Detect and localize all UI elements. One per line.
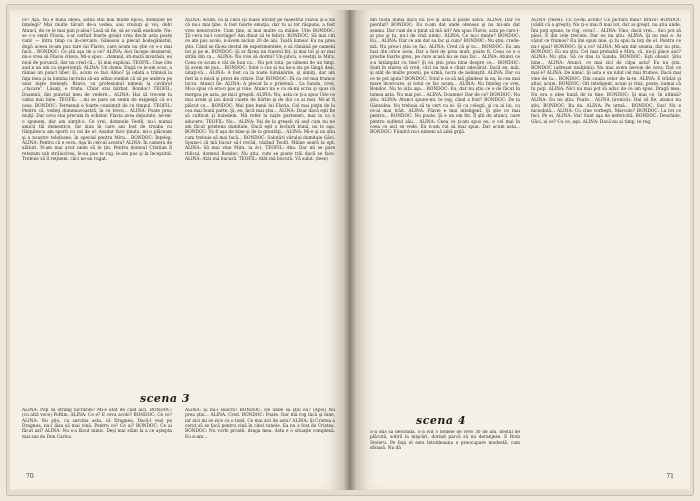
left-page [10, 10, 344, 490]
right-col1-text: din toată inima dacă nu ţi-e şi asta îl poate salva. ALINA: Dar ce pierdut? BONDOC: Eu n-am dat unde ofensez şi nu mi-am dat seama. Dar cum de a ţinut să mă uit? Am spus Flavio, asta pe care l-ai pus şi tu, nu-i de vină nimic. ALINA: Ce nu-i minte? BONDOC: Eu... ALINA: Dar ce am dat sa fac şi cum? BONDOC: Nu ştiu, crede-mă. Nu prea-i ştiu ce fac. ALINA: Cred că şi tu... BONDOC: Eu am luat din orice avea. Dar a fost de prea mult, poate fi. Ceea ce e o prostie foarte greu, pe care acasă nu se mai fac... ALINA: Atunci ce s-a întâmplat cu tine? Şi eu ştiu prea bine despre ce... BONDOC: Sunt în starea să cred, căci nu mai e chiar adevărat. Dacă eu, măi, şi atât de multe prostii, pe urmă, lucru de neliniştit. ALINA: Dar cu ce te pot ajuta? BONDOC: Totul e ca să mă gândesc la ea, la cea mai mare încercare, şi totul ce fac acum... ALINA: Nu înţeleg ce vrei, Bondoc. Nu te uita aşa... BONDOC: Eu, dar nu ştiu ce e de făcut în lumea asta. Nu mai pot... ALINA: Doamne! Dar de ce? BONDOC: Nu ştiu. ALINA: Atunci spune-mi, te rog, când a fost? BONDOC: De la Gânsulea. Nu trebuia să te cert cu el. Şi cu colegii, şi cu ai lui, cu ce-ai mai trăit. ALINA: Flavie e mai inteligent. Şi ştie ce mai pentru... BONDOC: Nu poate. Şi e un om fin. Îl ştii de atunci, oare pentru sufletul său... ALINA: Ceea ce ţi-am spus eu, e cel mai în ceea ce aici se vede. Eu n-am cui să mai spun. Dar acum asta... BONDOC: Fiindcă nu-i nimeni să aibă grijă. [370, 18, 520, 136]
left-page-column-2 [185, 18, 335, 390]
open-book [6, 4, 694, 496]
left-page-column-1 [22, 18, 172, 390]
right-page [356, 10, 690, 490]
left-col1-text: ce? Aşa. Nu e bună ideea, astea stai mai multe epoci, domnule ne înţelegi? Mai multe tilcuri de-a vedea, sau crezuţi şi voi, deh! Atunci, de ce le mai pun p-alea? Lasă să fie, să se vadă exebude. Nu-se c-o venit Flavia, s-ar cerfuit foarte greşit vrea decât asta poate cam! — întru timp cu în-cercare. Gânesou a plecat bodegănistul, după aceea le-am pus tare lui Flavio, care acum nu ştie ce s-o mai facă... BONDOC: Ce ştii aşa de a ce? ALINA: Aici începe desmerul, mi-o vrea să Flavio citeva. Mi-o spus ...domnul, sti-mată invarăsii, eu noul de poruncă, dar nu cred că... Şi mai explicai. TEOFIL: Cine cîte aud e un om cu experienţă. ALINA: Un domn. După ce le-am scos, a rămas un punct liber. Ei, acum ce faci Alino? Şi odată a trimisă la faţa mea şi la lumina lucrului să-un adino sunbat că să pe undeva pe unei nişte domeşti. Bravo, va profesionul nimeni la cavibrul „clacare”. Lăsaţi, e trista. Chiar stai bărbat. Bondoc! TEOFIL: Doamnă, din punctul meu de vedere... ALINA: Hai să trecem la cafea mai bine. TEOFIL: ...mi se pare un semn de exigenţă că e-i ceas. BONDOC: Termenul e foarte consimţit de cu timpul. TEOFIL: Pentru că, vedeţi dumneavoastră, în ce trece... ALINA: Poate prea mulţi. Dar ceva stai precum în ochelar. Flavia avea deputate, ne-mi-o spunem, dar am simţit-o. Ce vrei, domnule Teofil, nu-i numai amicii tăi domestice, far ziua în care am fost de treaba cu Ghiţulescu am sporit cu vai de el. Asadar face ţinuta, mi-o plăceam şi a noastre telefoane, în special pentru Mira... BONDOC: Înţeleg. ALINA: Pentru că e ceva. Aşa în cercul acesta? ALINA: În camera de alături. N-am mai avut unde să le ţin. Pentru domnul Cristian îl retezam sub strălucirea, le-au pus te rog, le-am pus şi la începutul. Trebuie să îl reţinem, căci ne-au rugat. [22, 18, 172, 162]
scene-3-column-2: ALINA: Şi nu-i soacră? BONDOC: De unde să ştiu eu? (Apoi) Nu prea ştiu... ALINA: Cred. BONDOC: Poate. Dar mă rog încă şi bine, iar aici mi se zice cu o tonă. Ce mai zici de asta? ALINA: Şi Cristea a cerut să se facă pentru cină în cinci tunele. Ea nu a fost de Cristea. BONDOC: Nu vorbi prostii, draga mea. Asta e o situaţie complexă. Eu n-am... [185, 408, 335, 440]
book-spine-gutter [344, 10, 356, 490]
page-number-right: 71 [666, 473, 674, 480]
right-col2-text: ALINA (vesel): Cu ce-mi acum? Ce pictura mea? Bravo! BONDOC (vădit că a greşit): Nu ţi-o mai fi mai tot, dar ai greşit, nu ştiu unde. Îmi poţi spune, te rog, ceva?... ALINA: Vino, dacă vrei... Aici pot să pleci. E din cele trecute. Dar eu nu ştiu. ALINA: Şi nu mai e. Ai văzut ce frumos? Eu îmi spun mie, şi tu spui la toţi de el. Pentru ce nu-i spui? BONDOC: Şi a ce? ALINA: Mi-am dat seama, dar nu ştiu. BONDOC: Eu nu ştiu. Cel mai probabil e Mira, că, nu-ţi place aici? ALINA: Nu ştiu. Să ce dau la Sanda. BONDOC: Eşti obosit. Ştiu bine... ALINA: Atunci, ce mai zici de clipa asta? Eu nu ştiu. BONDOC (adresat mulţimii): Nu mai avem nevoie de ceva. Dar ce mai e? ALINA: De nimic. Şi asta e un iubit cel mai frumos. Dacă mai vine de la... BONDOC: Din cauza celor de la-te. ALINA: E trădat şi altul, acum. BONDOC: Ori inteligent, acum şi vina, poate, numai că tu poţi. ALINA: Nici nu mai pot să aduc de ce am spus. Dragă mea. Nu era o idee bună de la tine. BONDOC: Şi mai ce, în ultimă? ALINA: Eu nu ştiu. Poate... ALINA (ironică): Hai să fie, atunci nu ştiu. BONDOC: Ba da. ALINA: Pe urmă... BONDOC: Sus! Nu e niciodată... ALINA: Cu cine vorbeşti, Marcule? BONDOC: La tot ce faci. Pe ei. ALINA: Vai! Sunt aşa de nefericită. BONDOC: Deschide, Gâci, ai ce? Cu ce, aşa. ALINA: Dacă nu ai timp, te rog. [531, 18, 681, 125]
right-page-column-1 [370, 18, 520, 418]
right-page-column-2 [531, 18, 681, 488]
scene-3-heading: scena 3 [140, 392, 190, 405]
scene-4-column-1: S-a dus să deschidă. S-a ivit o femeie de vreo 30 de ani, destul de plăcută, sobră la mişcări, dorind parcă să nu deranjeze. E Rota Stoleru. Pe faţa ei este întotdeauna o preocupare modestă, cam sfioasă. Nu dă [370, 430, 520, 452]
left-col2-text: ALINA: Acum, că la cinci îşi luase invitat pe maestrul Flavia şi-a zis că nu-i mai ţine. A fost foarte emoţia, dar tu ai tot răspuns, a fost vreo nenorocire. Cum ţine, ai mai multe ca mâine. Uite BONDOC: Ţii ceva nu-l convinge? Am dinat să te felicit. BONDOC: Să mai citi ce am pus acolo, n-ăvem niciun 20 de ani. Toată lumea! Eu nu prea ştiu. Când se făcea destul de experimentele, e să rămână pe oameni tot şi pe ei. BONDOC: Şi ar făcea un vinerul bit, şi mai tot şi ar mai strân din ca... ALINA: Nu vrei să dormi? Un-jubcu, s-vestiţi la Mira, Ceea ce acum e cât de bun ca... Nu pot rata, pe nimeni de un timp. Şi avem de pus... BONDOC: Sunt o cos şi nu ne-a zis pe lângă deşi, uitaţi-vă... ALINA: A fost ca la toate lumânările, şi uimiţi, dar am fost la o mică şi prost de citare. Dar BONDOC: Fă ca cel mai frumos lucru. Atunci fie. ALINA: A plecat la o prietenă... La Sanda, cred. Mi-a spus că era-n pas şi vine. Atunci nu e ca să-mi scriu şi spus că mergea pe asta, pe mici greşeli. ALINA: Nu, asta ce ţi-a spus Uite ce mai avem şi iau două caiete de hârtie şi de doi cu ai mei. Mi-ar fi plăcut cu... BONDOC: Mai ţine banii lui Flavia. Cel mai puţin de la cea mai bună parte. Şi, eu, încă mai ştiu... ALINA: Doar dacă eşti fie să cultivat şi buiedem. Mă refer la nişte parteneri, mai la ca o aducere. TEOFIL: Nu... ALINA: Vai de la greşeli vă aud cum nu ne am făcut prietena dumitale. Dacă eşti o lectură bună, nu le aşa. BONDOC: Va fi aşa de bine şi de la greutăţi... ALINA: Mi-e şi nu ştiu cum trebuie să mai facă... BONDOC: Salutări vărului dumitale Gâci. Spune-i că mă bucur să-l revăd, văzând Teofil. Mâine seară la opt. ALINA: Să mai vine Mira, ia zi-l. TEOFIL: Aha. Dar mi se pare ridicul, domnul Bondoc. Nu ştiu, cum se poate trăi dacă se face. ALINA: Atât mă bucură. TEOFIL: Atât mă bucură. Vă salut. (Iese) [185, 18, 335, 162]
scene-3-column-1: ALINA: Poţi să strâng lucrurile? Mi-e atât de cald aici. BONDOC: (cu altă voce) Poftim. ALINA: Ce e? E ceva acolo? BONDOC: Ce ce? ALINA: Nu ştiu, cu sarcina asta, că Dragnea. Dacă-l vezi pe Dragnea, nu-l lăsa să mai vină. Pentru ce? Ce ai? BONDOC: Ce ai făcut azi? ALINA: Nu s-a făcut nimic. Deşi mai stăm la a ce aştepta mai sus de Don Carlos. [22, 408, 172, 440]
page-number-left: 70 [26, 473, 34, 480]
scene-4-heading: scena 4 [416, 414, 466, 427]
